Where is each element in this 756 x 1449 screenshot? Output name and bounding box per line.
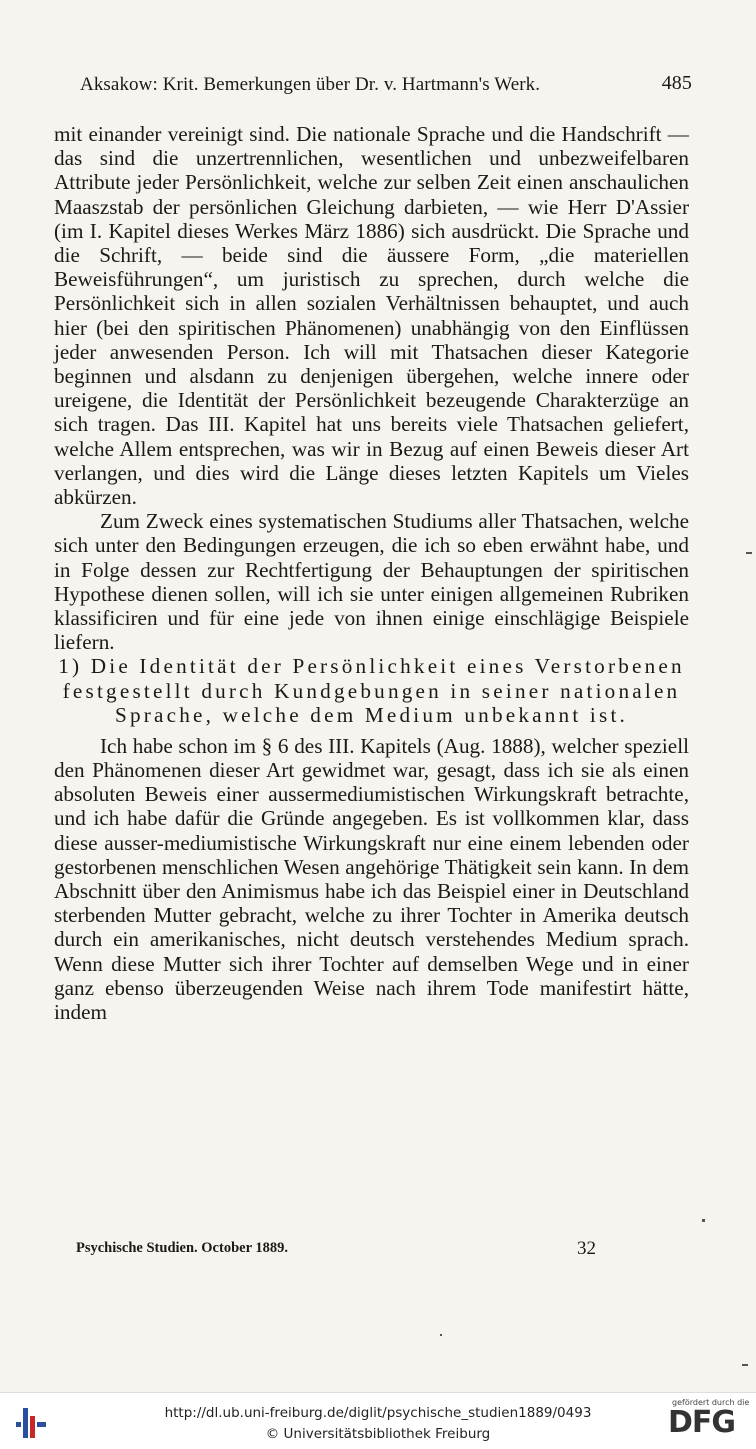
- signature-mark: 32: [577, 1238, 596, 1259]
- journal-line: Psychische Studien. October 1889.: [76, 1240, 288, 1256]
- margin-mark: [746, 552, 752, 554]
- funding-note: gefördert durch die: [672, 1398, 750, 1407]
- margin-mark: [702, 1219, 705, 1222]
- dfg-logo: DFG: [668, 1405, 736, 1440]
- section-paragraph: Ich habe schon im § 6 des III. Kapitels (Aug. 1888), welcher speziell den Phänomenen dieser Art gewidmet war, gesagt, dass ich sie als einen absoluten Beweis einer aussermediumistischen Wirkungskraft betrachte, und ich habe dafür die Gründe angegeben. Es ist vollkommen klar, dass diese ausser-mediumistische Wirkungskraft nur eine einem lebenden oder gestorbenen menschlichen Wesen angehörige Thätigkeit sein kann. In dem Abschnitt über den Animismus habe ich das Beispiel einer in Deutschland sterbenden Mutter gebracht, welche zu ihrer Tochter in Amerika deutsch durch ein amerikanisches, nicht deutsch verstehendes Medium sprach. Wenn diese Mutter sich ihrer Tochter auf demselben Wege und in einer ganz ebenso überzeugenden Weise nach ihrem Tode manifestirt hätte, indem: [54, 733, 689, 1024]
- scan-speck: [440, 1334, 442, 1336]
- section-heading: 1) Die Identität der Persönlichkeit eines Verstorbenen festgestellt durch Kundgebungen in seiner nationalen Sprache, welche dem Medium unbekannt ist.: [58, 654, 685, 728]
- running-header: [80, 74, 692, 96]
- page-footer: [76, 1240, 596, 1257]
- running-title: Aksakow: Krit. Bemerkungen über Dr. v. Hartmann's Werk.: [80, 74, 541, 95]
- margin-mark: [742, 1364, 748, 1366]
- paragraph: Zum Zweck eines systematischen Studiums aller Thatsachen, welche sich unter den Bedingungen erzeugen, die ich so eben erwähnt habe, und in Folge dessen zur Rechtfertigung der Behauptungen der spiritischen Hypothese dienen sollen, will ich sie unter einigen allgemeinen Rubriken klassificiren und für eine jede von ihnen einige einschlägige Beispiele liefern.: [54, 509, 689, 655]
- paragraph-continued: mit einander vereinigt sind. Die nationale Sprache und die Handschrift — das sind die unzertrennlichen, wesentlichen und unbezweifelbaren Attribute jeder Persönlichkeit, welche zur selben Zeit einen anschaulichen Maaszstab der persönlichen Gleichung darbieten, — wie Herr D'Assier (im I. Kapitel dieses Werkes März 1886) sich ausdrückt. Die Sprache und die Schrift, — beide sind die äussere Form, „die materiellen Beweisführungen“, um juristisch zu sprechen, durch welche die Persönlichkeit sich in allen sozialen Verhältnissen behauptet, und auch hier (bei den spiritischen Phänomenen) unabhängig von den Einflüssen jeder anwesenden Person. Ich will mit Thatsachen dieser Kategorie beginnen und alsdann zu denjenigen übergehen, welche innere oder ureigene, die Identität der Persönlichkeit bezeugende Charakterzüge an sich tragen. Das III. Kapitel hat uns bereits viele Thatsachen geliefert, welche Allem entsprechen, was wir in Bezug auf einen Beweis dieser Art verlangen, und dies wird die Länge dieses letzten Kapitels um Vieles abkürzen.: [54, 122, 689, 510]
- page-number: 485: [661, 72, 692, 94]
- copyright-notice: © Universitätsbibliothek Freiburg: [265, 1426, 491, 1442]
- source-url-link[interactable]: http://dl.ub.uni-freiburg.de/diglit/psychische_studien1889/0493: [164, 1405, 592, 1421]
- page-body: [54, 122, 689, 1024]
